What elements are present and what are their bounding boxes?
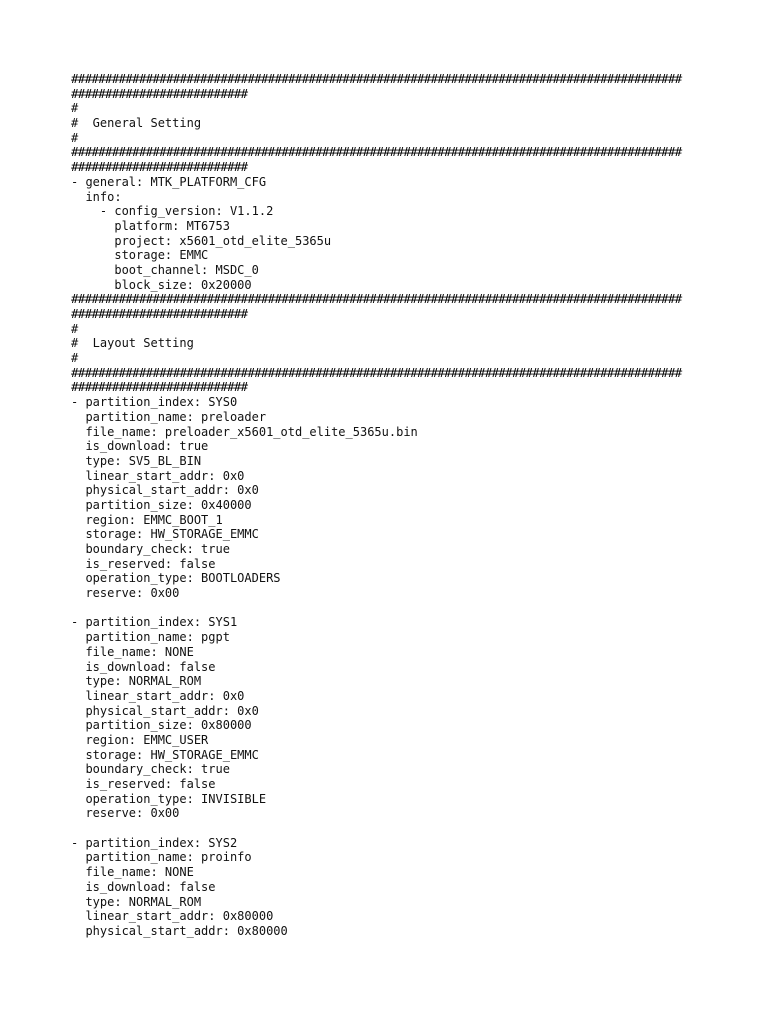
separator-line: ########################## bbox=[71, 86, 248, 101]
is-download-line: is_download: true bbox=[71, 439, 209, 454]
partition-size-line: partition_size: 0x80000 bbox=[71, 718, 252, 733]
operation-type-line: operation_type: BOOTLOADERS bbox=[71, 571, 281, 586]
blank-line bbox=[71, 601, 711, 616]
partition-index-line: - partition_index: SYS1 bbox=[71, 615, 238, 630]
region-line: region: EMMC_USER bbox=[71, 732, 209, 747]
config-version-line: - config_version: V1.1.2 bbox=[71, 204, 274, 219]
type-line: type: SV5_BL_BIN bbox=[71, 453, 202, 468]
partition-size-line: partition_size: 0x40000 bbox=[71, 497, 252, 512]
block-size-line: block_size: 0x20000 bbox=[71, 277, 252, 292]
comment-line: # bbox=[71, 321, 79, 336]
blank-line bbox=[71, 821, 711, 836]
separator-line: ########################################################################################## bbox=[71, 72, 682, 86]
info-line: info: bbox=[71, 189, 122, 204]
physical-start-addr-line: physical_start_addr: 0x80000 bbox=[71, 923, 288, 938]
comment-line: # bbox=[71, 351, 79, 366]
section-heading-general: # General Setting bbox=[71, 116, 202, 131]
comment-line: # bbox=[71, 130, 79, 145]
separator-line: ########################## bbox=[71, 160, 248, 175]
platform-line: platform: MT6753 bbox=[71, 218, 230, 233]
linear-start-addr-line: linear_start_addr: 0x0 bbox=[71, 468, 245, 483]
is-reserved-line: is_reserved: false bbox=[71, 777, 216, 791]
project-line: project: x5601_otd_elite_5365u bbox=[71, 233, 332, 248]
separator-line: ########################################################################################## bbox=[71, 365, 682, 380]
type-line: type: NORMAL_ROM bbox=[71, 894, 202, 909]
partition-name-line: partition_name: pgpt bbox=[71, 630, 230, 645]
scatter-file-text bbox=[71, 72, 711, 939]
reserve-line: reserve: 0x00 bbox=[71, 806, 180, 821]
type-line: type: NORMAL_ROM bbox=[71, 674, 202, 689]
partition-index-line: - partition_index: SYS2 bbox=[71, 835, 238, 850]
partition-name-line: partition_name: proinfo bbox=[71, 850, 252, 865]
linear-start-addr-line: linear_start_addr: 0x0 bbox=[71, 688, 245, 703]
is-download-line: is_download: false bbox=[71, 659, 216, 674]
operation-type-line: operation_type: INVISIBLE bbox=[71, 791, 267, 806]
file-name-line: file_name: NONE bbox=[71, 644, 194, 659]
separator-line: ########################## bbox=[71, 307, 248, 321]
separator-line: ########################## bbox=[71, 380, 248, 395]
boot-channel-line: boot_channel: MSDC_0 bbox=[71, 262, 259, 277]
region-line: region: EMMC_BOOT_1 bbox=[71, 512, 223, 527]
file-name-line: file_name: NONE bbox=[71, 865, 194, 880]
physical-start-addr-line: physical_start_addr: 0x0 bbox=[71, 483, 259, 498]
file-name-line: file_name: preloader_x5601_otd_elite_5365u.bin bbox=[71, 424, 418, 439]
separator-line: ########################################################################################## bbox=[71, 292, 682, 307]
general-line: - general: MTK_PLATFORM_CFG bbox=[71, 174, 267, 189]
comment-line: # bbox=[71, 101, 79, 116]
partition-name-line: partition_name: preloader bbox=[71, 409, 267, 424]
storage-line: storage: HW_STORAGE_EMMC bbox=[71, 747, 259, 762]
separator-line: ########################################################################################## bbox=[71, 145, 682, 160]
physical-start-addr-line: physical_start_addr: 0x0 bbox=[71, 703, 259, 718]
boundary-check-line: boundary_check: true bbox=[71, 762, 230, 777]
is-reserved-line: is_reserved: false bbox=[71, 556, 216, 571]
is-download-line: is_download: false bbox=[71, 879, 216, 894]
storage-line: storage: HW_STORAGE_EMMC bbox=[71, 527, 259, 542]
storage-line: storage: EMMC bbox=[71, 248, 209, 263]
section-heading-layout: # Layout Setting bbox=[71, 336, 194, 351]
reserve-line: reserve: 0x00 bbox=[71, 586, 180, 601]
linear-start-addr-line: linear_start_addr: 0x80000 bbox=[71, 909, 274, 924]
boundary-check-line: boundary_check: true bbox=[71, 542, 230, 556]
partition-index-line: - partition_index: SYS0 bbox=[71, 395, 238, 410]
